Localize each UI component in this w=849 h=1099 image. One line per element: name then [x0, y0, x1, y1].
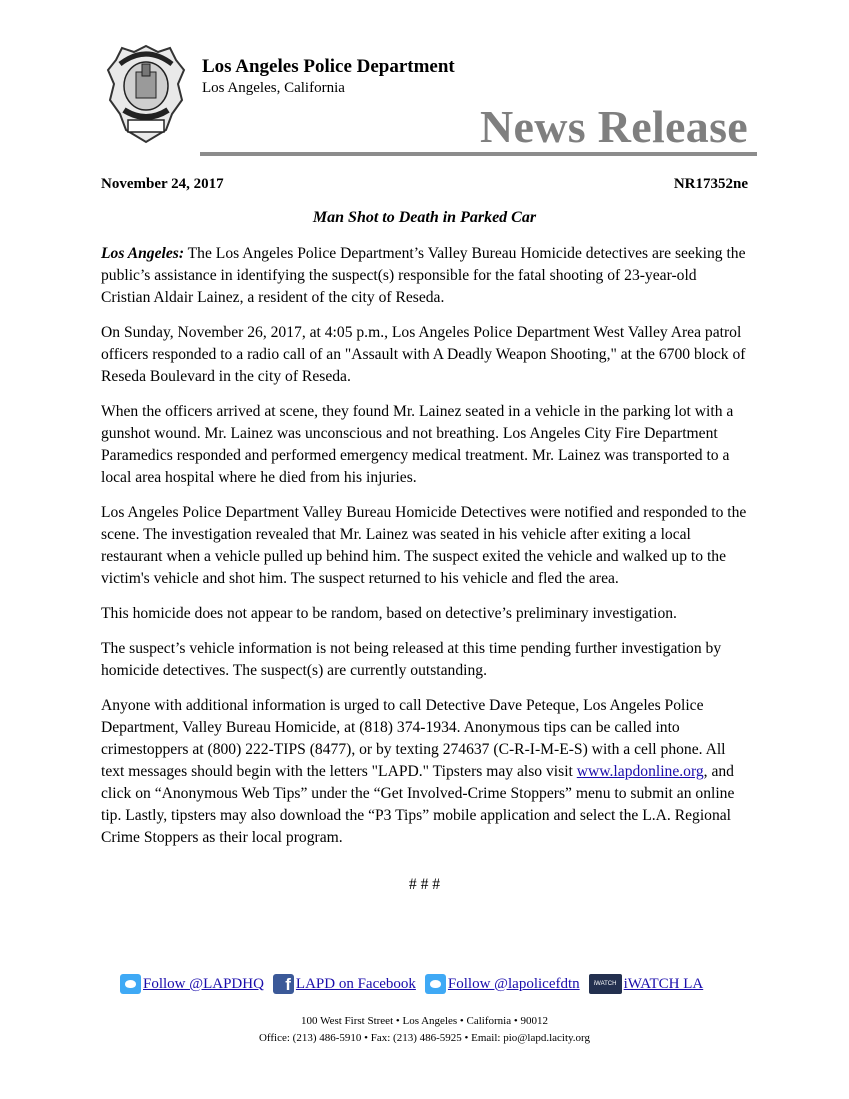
footer-address: 100 West First Street • Los Angeles • California • 90012 — [301, 1015, 548, 1027]
dateline: Los Angeles: — [101, 245, 185, 262]
iwatch-icon: iWATCH — [589, 974, 622, 994]
paragraph-4: Los Angeles Police Department Valley Bureau Homicide Detectives were notified and responded to the scene. The investigation revealed that Mr. Lainez was seated in his vehicle after exiting a local restaurant when a vehicle pulled up behind him. The suspect exited the vehicle and walked up to the victim's vehicle and shot him. The suspect returned to his vehicle and fled the area. — [101, 504, 747, 587]
twitter-lapdhq-label: Follow @LAPDHQ — [143, 975, 264, 992]
end-mark: # # # — [408, 876, 441, 893]
release-number: NR17352ne — [673, 176, 748, 192]
lapdonline-link[interactable]: www.lapdonline.org — [576, 763, 704, 780]
facebook-label: LAPD on Facebook — [295, 975, 416, 992]
lapd-badge-icon — [106, 44, 186, 144]
twitter-lapolicefdtn-label: Follow @lapolicefdtn — [447, 975, 580, 992]
header-rule — [200, 152, 757, 156]
facebook-link[interactable] — [273, 974, 416, 994]
release-title: News Release — [479, 101, 748, 152]
org-name: Los Angeles Police Department — [202, 56, 455, 77]
twitter-lapolicefdtn-link[interactable] — [425, 974, 580, 994]
footer-contact: Office: (213) 486-5910 • Fax: (213) 486-5925 • Email: pio@lapd.lacity.org — [258, 1032, 591, 1044]
release-body — [101, 243, 749, 862]
paragraph-7-text-b: , and click on “Anonymous Web Tips” under the “Get Involved-Crime Stoppers” menu to submit an online tip. Lastly, tipsters may also download the “P3 Tips” mobile application and select the L.A. Regional Crime Stoppers as their local program. — [101, 763, 735, 846]
paragraph-5: This homicide does not appear to be random, based on detective’s preliminary investigation. — [101, 605, 677, 622]
twitter-icon — [425, 974, 446, 994]
paragraph-2: On Sunday, November 26, 2017, at 4:05 p.m., Los Angeles Police Department West Valley Area patrol officers responded to a radio call of an "Assault with A Deadly Weapon Shooting," at the 6700 block of Reseda Boulevard in the city of Reseda. — [101, 324, 746, 385]
twitter-icon — [120, 974, 141, 994]
paragraph-1-text: The Los Angeles Police Department’s Valley Bureau Homicide detectives are seeking the public’s assistance in identifying the suspect(s) responsible for the fatal shooting of 23-year-old Cristian Aldair Lainez, a resident of the city of Reseda. — [101, 245, 746, 306]
headline: Man Shot to Death in Parked Car — [312, 209, 537, 226]
paragraph-3: When the officers arrived at scene, they found Mr. Lainez seated in a vehicle in the parking lot with a gunshot wound. Mr. Lainez was unconscious and not breathing. Los Angeles City Fire Department Paramedics responded and performed emergency medical treatment. Mr. Lainez was transported to a local area hospital where he died from his injuries. — [101, 403, 734, 486]
release-date: November 24, 2017 — [101, 176, 224, 192]
iwatch-link[interactable] — [589, 974, 704, 994]
paragraph-6: The suspect’s vehicle information is not being released at this time pending further investigation by homicide detectives. The suspect(s) are currently outstanding. — [101, 640, 722, 679]
twitter-lapdhq-link[interactable] — [120, 974, 264, 994]
iwatch-label: iWATCH LA — [623, 975, 704, 992]
paragraph-7 — [101, 695, 749, 849]
social-links — [120, 974, 712, 994]
org-city: Los Angeles, California — [202, 80, 345, 96]
paragraph-7-text-a: Anyone with additional information is urged to call Detective Dave Peteque, Los Angeles Police Department, Valley Bureau Homicide, at (818) 374-1934. Anonymous tips can be called into crimestoppers at (800) 222-TIPS (8477), or by texting 274637 (C-R-I-M-E-S) with a cell phone. All text messages should begin with the letters "LAPD." Tipsters may also visit — [101, 697, 726, 780]
paragraph-1 — [101, 243, 749, 309]
facebook-icon: f — [273, 974, 294, 994]
